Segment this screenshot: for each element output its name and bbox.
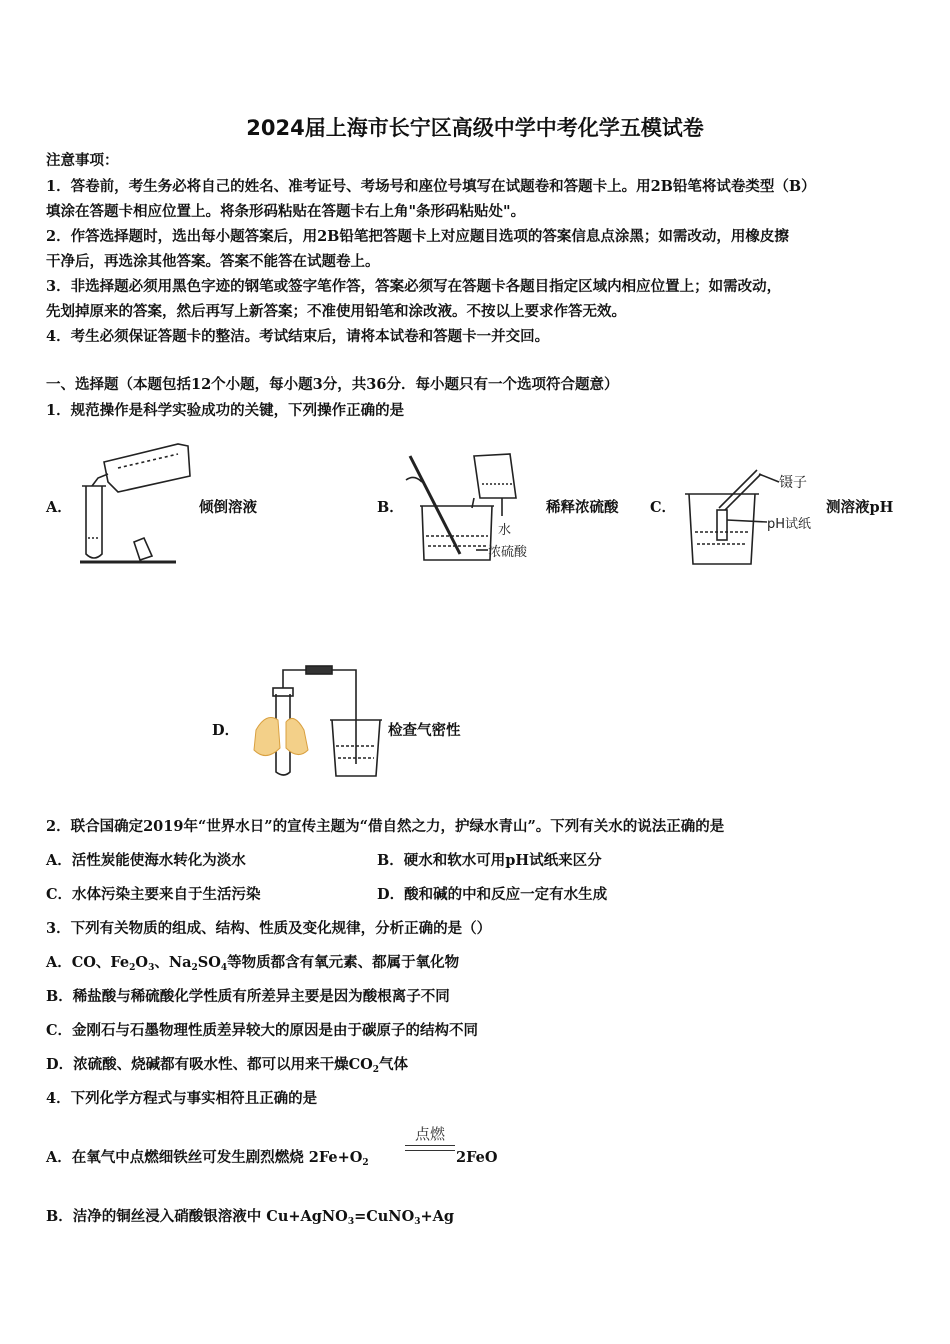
q2-option-b: B．硬水和软水可用pH试纸来区分 [377,852,602,869]
notice-line: 填涂在答题卡相应位置上。将条形码粘贴在答题卡右上角"条形码粘贴处"。 [46,203,526,220]
diluting-acid-figure [400,450,545,570]
notice-heading: 注意事项： [46,152,119,169]
notice-line: 3．非选择题必须用黑色字迹的钢笔或签字笔作答，答案必须写在答题卡各题目指定区域内相应位置上；如需改动， [46,278,782,295]
q3-option-c: C．金刚石与石墨物理性质差异较大的原因是由于碳原子的结构不同 [46,1022,479,1039]
q1-stem: 1．规范操作是科学实验成功的关键，下列操作正确的是 [46,402,405,419]
ph-paper-label: pH试纸 [767,517,812,532]
pouring-solution-figure [78,438,198,568]
q1-option-b-letter: B． [377,499,404,516]
q1-option-b-label: 稀释浓硫酸 [546,499,619,516]
q4-stem: 4．下列化学方程式与事实相符且正确的是 [46,1090,318,1107]
notice-line: 4．考生必须保证答题卡的整洁。考试结束后，请将本试卷和答题卡一并交回。 [46,328,550,345]
q4-option-a: A．在氧气中点燃细铁丝可发生剧烈燃烧 $2Fe+O_2$ [46,1149,369,1168]
q3-option-d: D．浓硫酸、烧碱都有吸水性、都可以用来干燥$CO_2$气体 [46,1056,409,1075]
q2-option-c: C．水体污染主要来自于生活污染 [46,886,261,903]
notice-line: 2．作答选择题时，选出每小题答案后，用2B铅笔把答题卡上对应题目选项的答案信息点涂黑；如需改动，用橡皮擦 [46,228,789,245]
q1-option-a-label: 倾倒溶液 [199,499,257,516]
q1-option-d-letter: D． [212,722,240,739]
notice-line: 干净后，再选涂其他答案。答案不能答在试题卷上。 [46,253,380,270]
airtightness-check-figure [246,664,386,780]
q3-option-b: B．稀盐酸与稀硫酸化学性质有所差异主要是因为酸根离子不同 [46,988,450,1005]
q3-option-a: A．CO、$Fe_2O_3$、$Na_2SO_4$等物质都含有氧元素、都属于氧化物 [46,954,460,973]
notice-line: 1．答卷前，考生务必将自己的姓名、准考证号、考场号和座位号填写在试题卷和答题卡上。用2B铅笔将试卷类型（B） [46,178,816,195]
q3-stem: 3．下列有关物质的组成、结构、性质及变化规律，分析正确的是（） [46,920,492,937]
q1-option-c-letter: C． [650,499,677,516]
q1-option-d-label: 检查气密性 [388,722,461,739]
q4-option-b: B．洁净的铜丝浸入硝酸银溶液中 Cu+AgNO$_3$=CuNO$_3$+Ag [46,1208,455,1227]
q2-option-a: A．活性炭能使海水转化为淡水 [46,852,246,869]
notice-line: 先划掉原来的答案，然后再写上新答案；不准使用铅笔和涂改液。不按以上要求作答无效。 [46,303,626,320]
q1-option-c-label: 测溶液pH [826,499,894,516]
q2-option-d: D．酸和碱的中和反应一定有水生成 [377,886,608,903]
reaction-condition [402,1123,458,1151]
conc-acid-label: 浓硫酸 [488,545,528,560]
section-heading: 一、选择题（本题包括12个小题，每小题3分，共36分．每小题只有一个选项符合题意） [46,376,619,393]
page-title: 2024届上海市长宁区高级中学中考化学五模试卷 [246,116,704,140]
q4-option-a-product: 2FeO [456,1149,498,1166]
water-label: 水 [498,523,512,538]
condition-label: 点燃 [414,1125,445,1143]
q2-stem: 2．联合国确定2019年“世界水日”的宣传主题为“借自然之力，护绿水青山”。下列有关水的说法正确的是 [46,818,725,835]
tweezers-label: 镊子 [779,475,807,491]
measuring-ph-figure [683,460,823,570]
equation-arrow [405,1145,455,1151]
q1-option-a-letter: A． [46,499,72,516]
